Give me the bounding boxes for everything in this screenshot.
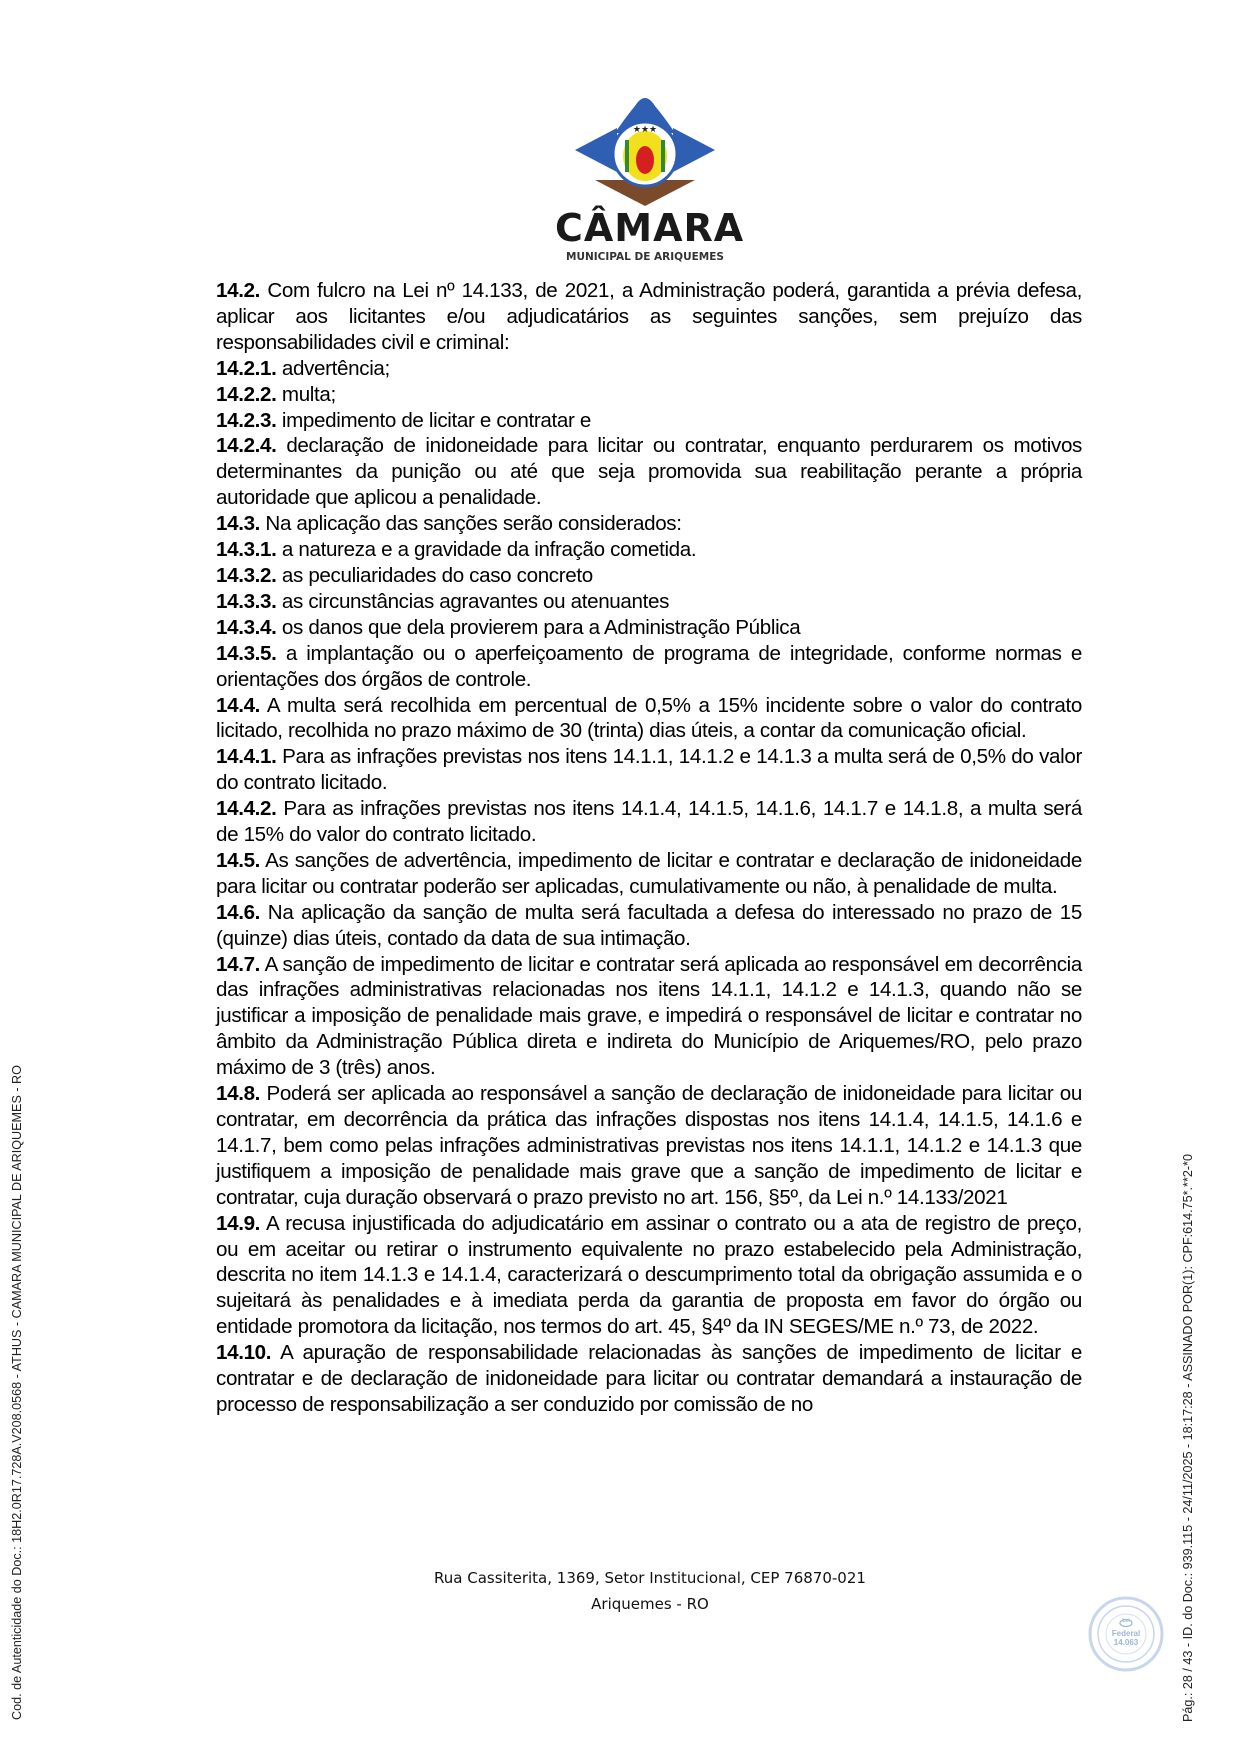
clause-14-4-1 xyxy=(216,744,1082,796)
clause-text: A sanção de impedimento de licitar e contratar será aplicada ao responsável em decorrência das infrações administrativas relacionadas nos itens 14.1.1, 14.1.2 e 14.1.3, quando não se justificar a imposição de penalidade mais grave, e impedirá o responsável de licitar e contratar no âmbito da Administração Pública direta e indireta do Município de Ariquemes/RO, pelo prazo máximo de 3 (três) anos. xyxy=(216,952,1082,1080)
clause-number: 14.4.1. xyxy=(216,745,277,769)
clause-14-4 xyxy=(216,693,1082,745)
clause-14-2-1 xyxy=(216,356,1082,382)
clause-text: Com fulcro na Lei nº 14.133, de 2021, a Administração poderá, garantida a prévia defesa, aplicar aos licitantes e/ou adjudicatários as seguintes sanções, sem prejuízo das responsabilidades civil e criminal: xyxy=(216,279,1082,354)
seal-line2: 14.063 xyxy=(1113,1638,1139,1647)
clause-text: A multa será recolhida em percentual de 0,5% a 15% incidente sobre o valor do contrato licitado, recolhida no prazo máximo de 30 (trinta) dias úteis, a contar da comunicação oficial. xyxy=(216,693,1082,743)
clause-text: a implantação ou o aperfeiçoamento de programa de integridade, conforme normas e orientações dos órgãos de controle. xyxy=(216,641,1082,691)
clause-14-3-5 xyxy=(216,641,1082,693)
clause-number: 14.8. xyxy=(216,1082,261,1106)
clause-14-7 xyxy=(216,952,1082,1082)
clause-14-3-4 xyxy=(216,615,1082,641)
clause-number: 14.9. xyxy=(216,1211,261,1235)
clause-text: As sanções de advertência, impedimento de licitar e contratar e declaração de inidoneidade para licitar ou contratar poderão ser aplicadas, cumulativamente ou não, à penalidade de multa. xyxy=(216,848,1082,898)
clause-number: 14.6. xyxy=(216,900,261,924)
clause-number: 14.3.4. xyxy=(216,615,277,639)
clause-text: A apuração de responsabilidade relacionadas às sanções de impedimento de licitar e contratar e de declaração de inidoneidade para licitar ou contratar demandará a instauração de processo de responsabilização a ser conduzido por comissão de no xyxy=(216,1341,1082,1416)
clause-number: 14.4. xyxy=(216,693,261,717)
clause-text: as circunstâncias agravantes ou atenuantes xyxy=(276,589,670,613)
clause-number: 14.3.2. xyxy=(216,563,277,587)
footer-city: Ariquemes - RO xyxy=(591,1595,709,1613)
clause-number: 14.2.1. xyxy=(216,356,277,380)
clause-14-2-4 xyxy=(216,433,1082,511)
clause-number: 14.2.2. xyxy=(216,382,277,406)
authenticity-code: Cod. de Autenticidade do Doc.: 18H2.0R17.728A.V208.0568 - ATHUS - CAMARA MUNICIPAL DE ARIQUEMES - RO xyxy=(10,1065,24,1720)
clause-text: a natureza e a gravidade da infração cometida. xyxy=(276,538,697,562)
seal-line1: Federal xyxy=(1111,1629,1141,1638)
clause-text: Para as infrações previstas nos itens 14.1.4, 14.1.5, 14.1.6, 14.1.7 e 14.1.8, a multa será de 15% do valor do contrato licitado. xyxy=(216,797,1082,847)
clause-14-10 xyxy=(216,1340,1082,1418)
logo-title: CÂMARA xyxy=(555,206,745,250)
clause-text: Na aplicação da sanção de multa será facultada a defesa do interessado no prazo de 15 (quinze) dias úteis, contado da data de sua intimação. xyxy=(216,900,1082,950)
clause-14-8 xyxy=(216,1081,1082,1211)
clause-14-2-3 xyxy=(216,408,1082,434)
clause-text: as peculiaridades do caso concreto xyxy=(276,563,593,587)
clause-number: 14.3.3. xyxy=(216,589,277,613)
clause-14-4-2 xyxy=(216,796,1082,848)
clause-14-9 xyxy=(216,1211,1082,1341)
clause-number: 14.5. xyxy=(216,848,261,872)
logo-subtitle: MUNICIPAL DE ARIQUEMES xyxy=(566,251,724,263)
clause-14-2 xyxy=(216,278,1082,356)
clause-number: 14.3.1. xyxy=(216,538,277,562)
clause-number: 14.3.5. xyxy=(216,641,277,665)
clause-14-3-2 xyxy=(216,563,1082,589)
clause-text: os danos que dela provierem para a Administração Pública xyxy=(276,615,801,639)
clause-14-2-2 xyxy=(216,382,1082,408)
clause-14-3-1 xyxy=(216,537,1082,563)
digital-signature-seal xyxy=(1088,1596,1164,1672)
clause-number: 14.10. xyxy=(216,1341,272,1365)
document-body xyxy=(216,278,1082,1418)
clause-text: Na aplicação das sanções serão considerados: xyxy=(260,512,682,536)
clause-text: advertência; xyxy=(276,356,390,380)
coat-of-arms-icon xyxy=(555,88,735,208)
clause-text: A recusa injustificada do adjudicatário em assinar o contrato ou a ata de registro de preço, ou em aceitar ou retirar o instrumento equivalente no prazo estabelecido pela Administração, descrita no item 14.1.3 e 14.1.4, caracterizará o descumprimento total da obrigação assumida e o sujeitará às penalidades e à imediata perda da garantia de proposta em favor do órgão ou entidade promotora da licitação, nos termos do art. 45, §4º da IN SEGES/ME n.º 73, de 2022. xyxy=(216,1211,1082,1339)
page-footer xyxy=(0,1565,1240,1617)
clause-number: 14.3. xyxy=(216,512,261,536)
clause-14-3 xyxy=(216,511,1082,537)
clause-text: Para as infrações previstas nos itens 14.1.1, 14.1.2 e 14.1.3 a multa será de 0,5% do valor do contrato licitado. xyxy=(216,745,1082,795)
clause-text: impedimento de licitar e contratar e xyxy=(276,408,591,432)
clause-text: multa; xyxy=(276,382,336,406)
camara-logo xyxy=(555,88,745,263)
clause-number: 14.2.3. xyxy=(216,408,277,432)
clause-number: 14.2. xyxy=(216,279,261,302)
signature-info: Pág.: 28 / 43 - ID. do Doc.: 939.115 - 24/11/2025 - 18:17:28 - ASSINADO POR(1): CPF:614.75*.**2-*0 xyxy=(1181,1154,1195,1722)
clause-14-6 xyxy=(216,900,1082,952)
clause-14-5 xyxy=(216,848,1082,900)
clause-number: 14.2.4. xyxy=(216,434,277,458)
clause-number: 14.4.2. xyxy=(216,797,277,821)
clause-number: 14.7. xyxy=(216,952,261,976)
clause-text: declaração de inidoneidade para licitar ou contratar, enquanto perdurarem os motivos determinantes da punição ou até que seja promovida sua reabilitação perante a própria autoridade que aplicou a penalidade. xyxy=(216,434,1082,510)
svg-text:★★★: ★★★ xyxy=(632,125,658,135)
clause-text: Poderá ser aplicada ao responsável a sanção de declaração de inidoneidade para licitar ou contratar, em decorrência da prática das infrações dispostas nos itens 14.1.4, 14.1.5, 14.1.6 e 14.1.7, bem como pelas infrações administrativas previstas nos itens 14.1.1, 14.1.2 e 14.1.3 que justifiquem a imposição de penalidade mais grave que a sanção de impedimento de licitar e contratar, cuja duração observará o prazo previsto no art. 156, §5º, da Lei n.º 14.133/2021 xyxy=(216,1082,1082,1209)
footer-address: Rua Cassiterita, 1369, Setor Institucional, CEP 76870-021 xyxy=(434,1569,866,1587)
seal-top-label: Lei xyxy=(1122,1618,1130,1624)
clause-14-3-3 xyxy=(216,589,1082,615)
